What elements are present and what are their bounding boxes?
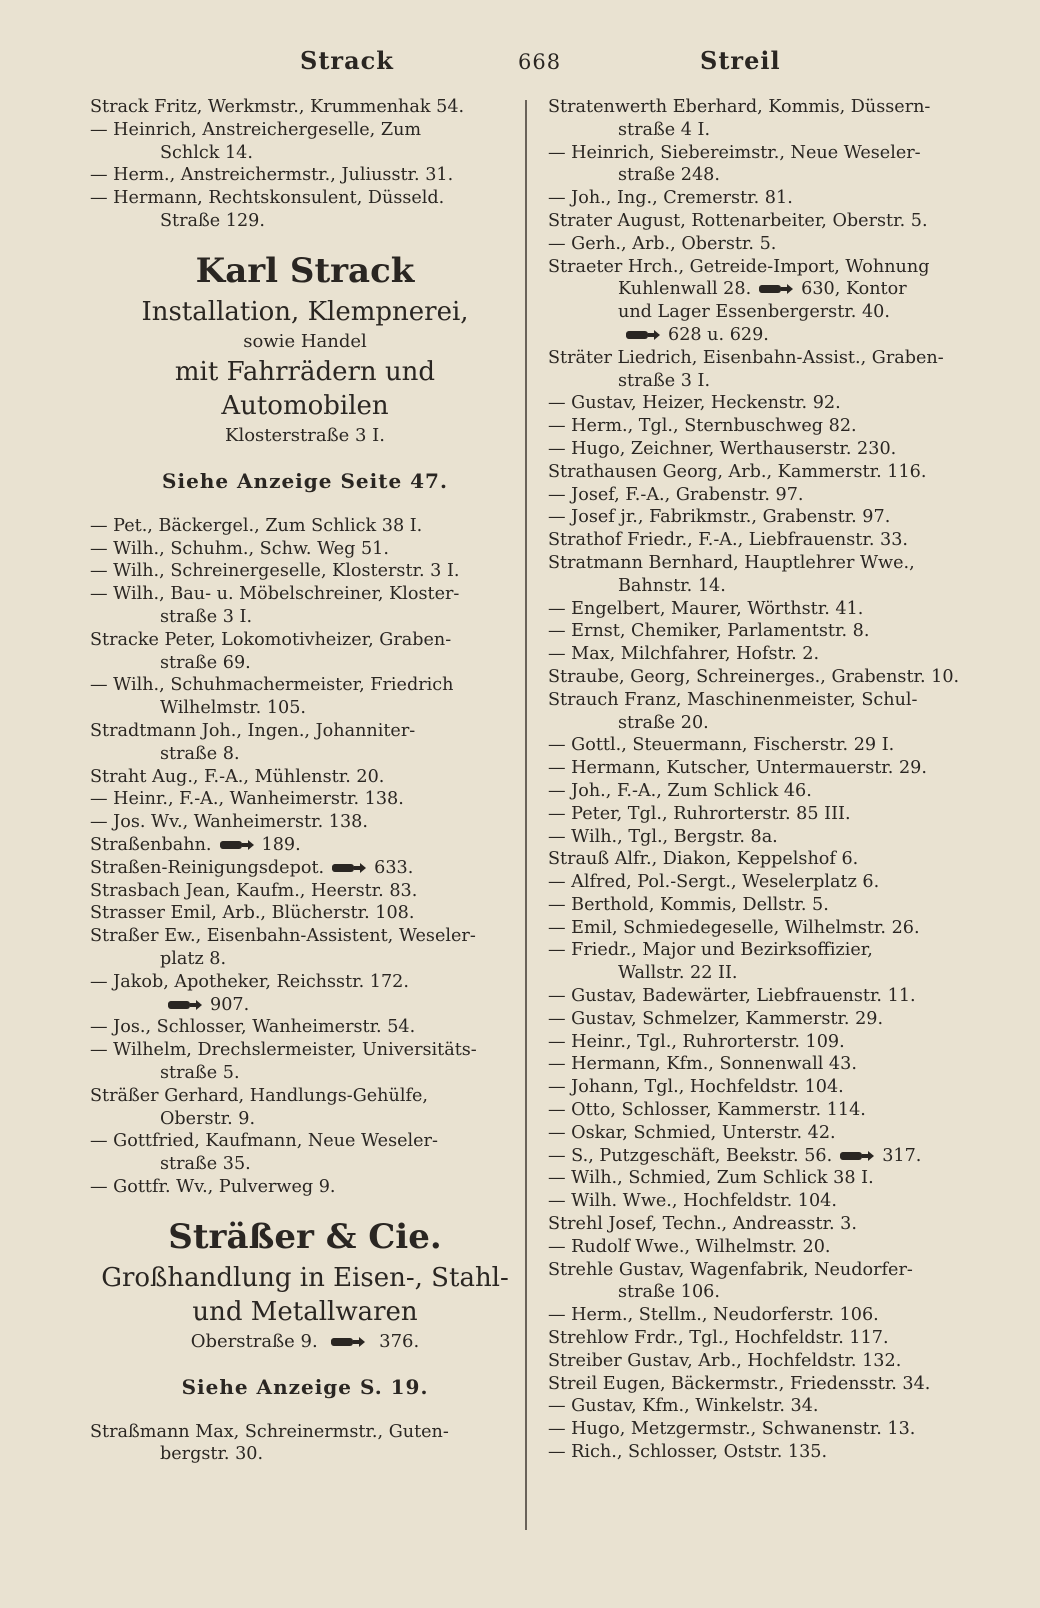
header-left-keyword: Strack [300,46,394,75]
entry-text: Wilhelmstr. 105. [160,698,307,719]
directory-entry [548,392,988,415]
entry-text: — Hermann, Kfm., Sonnenwall 43. [548,1054,857,1075]
directory-entry [548,734,988,757]
directory-entry [548,1190,988,1213]
directory-entry [548,1167,988,1190]
entry-continuation [90,142,520,165]
directory-entry [548,689,988,712]
directory-entry [90,1085,520,1108]
entry-text: — Josef, F.-A., Grabenstr. 97. [548,484,804,505]
entry-continuation [90,697,520,720]
entry-text: Oberstr. 9. [160,1108,256,1129]
phone-number: 628 u. 629. [668,324,769,345]
entry-text: — Wilh., Tgl., Bergstr. 8a. [548,826,778,847]
directory-entry [548,1304,988,1327]
directory-entry [548,780,988,803]
directory-entry [90,1016,520,1039]
ad-line: und Metallwaren [192,1296,418,1327]
ad-address: Oberstraße 9. [190,1330,318,1352]
directory-entry [548,1031,988,1054]
entry-text: — Berthold, Kommis, Dellstr. 5. [548,894,829,915]
advertisement-straesser-cie [90,1213,520,1403]
entry-continuation [548,301,988,324]
directory-entry [548,1350,988,1373]
entry-text: Straßenbahn. [90,834,212,855]
telephone-icon [838,1149,876,1163]
entry-continuation [90,1108,520,1131]
directory-entry [548,917,988,940]
entry-text: — Hermann, Rechtskonsulent, Düsseld. [90,188,445,209]
entry-text: straße 248. [618,165,720,186]
entry-text: — Heinrich, Anstreichergeselle, Zum [90,119,422,140]
entry-text: Strater August, Rottenarbeiter, Oberstr. 5. [548,210,928,231]
directory-entry [548,1395,988,1418]
directory-entry [548,1008,988,1031]
entry-text: — Otto, Schlosser, Kammerstr. 114. [548,1100,866,1121]
entry-text: — Gustav, Schmelzer, Kammerstr. 29. [548,1008,884,1029]
directory-entry [548,757,988,780]
ad-title: Sträßer & Cie. [168,1216,442,1257]
entry-text: Straeter Hrch., Getreide-Import, Wohnung [548,256,930,277]
directory-entry [90,187,520,210]
entry-text: Strasbach Jean, Kaufm., Heerstr. 83. [90,880,418,901]
entry-text: — Heinrich, Siebereimstr., Neue Weseler- [548,142,921,163]
entry-text: — Herm., Tgl., Sternbuschweg 82. [548,416,857,437]
directory-entry [548,1099,988,1122]
ad-reference: Siehe Anzeige S. 19. [181,1374,429,1399]
entry-text: straße 106. [618,1282,720,1303]
directory-entry [90,674,520,697]
directory-entry [548,256,988,279]
ad-title: Karl Strack [195,250,415,291]
entry-text: — Gottfried, Kaufmann, Neue Weseler- [90,1131,438,1152]
entry-text: straße 8. [160,743,240,764]
telephone-icon [330,861,368,875]
entry-text: — Wilh., Bau- u. Möbelschreiner, Kloster- [90,584,460,605]
directory-entry [548,529,988,552]
entry-continuation [548,324,988,347]
directory-entry [548,894,988,917]
directory-entry [90,766,520,789]
directory-entry [548,1259,988,1282]
entry-text: — Heinr., Tgl., Ruhrorterstr. 109. [548,1031,845,1052]
entry-text: — Alfred, Pol.-Sergt., Weselerplatz 6. [548,872,880,893]
directory-entry [548,347,988,370]
directory-entry [90,788,520,811]
phone-number: 376. [379,1330,420,1352]
entry-text: — Friedr., Major und Bezirksoffizier, [548,940,873,961]
entry-text: — Joh., F.-A., Zum Schlick 46. [548,780,812,801]
directory-entry [548,210,988,233]
directory-entry [90,811,520,834]
directory-entry [90,902,520,925]
directory-entry [548,643,988,666]
entry-continuation [90,1443,520,1466]
entry-continuation [548,278,988,301]
entry-continuation [90,743,520,766]
entry-continuation [548,1281,988,1304]
entry-text: — Gustav, Badewärter, Liebfrauenstr. 11. [548,986,916,1007]
directory-entry [548,848,988,871]
phone-number: 633. [374,857,414,878]
directory-entry [90,925,520,948]
directory-entry [90,971,520,994]
entry-text: Strauß Alfr., Diakon, Keppelshof 6. [548,849,859,870]
entry-text: — Rich., Schlosser, Oststr. 135. [548,1442,828,1463]
telephone-icon [624,328,662,342]
directory-entry [548,552,988,575]
entry-text: und Lager Essenbergerstr. 40. [618,302,890,323]
entry-continuation [90,210,520,233]
entry-text: Strathof Friedr., F.-A., Liebfrauenstr. 33. [548,530,908,551]
entry-text: — Peter, Tgl., Ruhrorterstr. 85 III. [548,803,851,824]
entry-text: Straßer Ew., Eisenbahn-Assistent, Weseler- [90,926,476,947]
directory-entry [548,461,988,484]
ad-reference: Siehe Anzeige Seite 47. [162,468,448,493]
entry-continuation [90,1062,520,1085]
entry-text: — Wilh., Schreinergeselle, Klosterstr. 3 I. [90,561,460,582]
entry-text: Stratmann Bernhard, Hauptlehrer Wwe., [548,552,915,573]
entry-text: — Josef jr., Fabrikmstr., Grabenstr. 97. [548,507,891,528]
entry-text: — Joh., Ing., Cremerstr. 81. [548,188,793,209]
entry-text: Straße 129. [160,210,265,231]
entry-continuation [90,948,520,971]
directory-entry [548,96,988,119]
entry-text: — Wilh., Schmied, Zum Schlick 38 I. [548,1168,874,1189]
directory-entry [548,803,988,826]
entry-continuation [90,1153,520,1176]
ad-line: Großhandlung in Eisen-, Stahl- [101,1262,509,1293]
entry-text: Straßen-Reinigungsdepot. [90,857,325,878]
phone-number: 630, Kontor [801,279,907,300]
entry-continuation [548,164,988,187]
ad-line: sowie Handel [243,330,367,352]
entry-continuation [548,962,988,985]
directory-entry [90,560,520,583]
directory-entry [548,1418,988,1441]
directory-entry [548,1145,988,1168]
entry-text: — Herm., Anstreichermstr., Juliusstr. 31. [90,165,454,186]
entry-text: — Gerh., Arb., Oberstr. 5. [548,233,777,254]
left-column [90,96,520,1466]
entry-text: Bahnstr. 14. [618,575,726,596]
directory-entry [90,834,520,857]
entry-text: Stradtmann Joh., Ingen., Johanniter- [90,720,416,741]
entry-text: — Oskar, Schmied, Unterstr. 42. [548,1122,836,1143]
ad-line: Klosterstraße 3 I. [225,424,385,446]
directory-entry [548,187,988,210]
entry-text: Strathausen Georg, Arb., Kammerstr. 116. [548,461,927,482]
directory-entry [548,142,988,165]
entry-text: — Wilh. Wwe., Hochfeldstr. 104. [548,1191,837,1212]
telephone-icon [757,282,795,296]
phone-number: 907. [210,994,250,1015]
entry-text: — Max, Milchfahrer, Hofstr. 2. [548,644,820,665]
entry-text: — S., Putzgeschäft, Beekstr. 56. [548,1145,833,1166]
entry-text: Strack Fritz, Werkmstr., Krummenhak 54. [90,97,465,117]
entry-continuation [90,652,520,675]
entry-text: Streiber Gustav, Arb., Hochfeldstr. 132. [548,1350,902,1371]
directory-entry [548,1122,988,1145]
directory-entry [90,720,520,743]
directory-entry [90,1421,520,1444]
directory-entry [548,1327,988,1350]
entry-text: platz 8. [160,948,227,969]
entry-text: straße 69. [160,652,251,673]
directory-entry [548,666,988,689]
entry-continuation [548,370,988,393]
ad-line [90,1329,520,1355]
entry-text: Strehlow Frdr., Tgl., Hochfeldstr. 117. [548,1328,889,1349]
entry-text: — Pet., Bäckergel., Zum Schlick 38 I. [90,515,423,536]
entry-continuation [548,119,988,142]
entry-text: Strehl Josef, Techn., Andreasstr. 3. [548,1214,857,1235]
entry-text: straße 3 I. [618,370,711,391]
ad-line: mit Fahrrädern und Automobilen [174,356,436,421]
entry-text: Straßmann Max, Schreinermstr., Guten- [90,1421,449,1442]
directory-entry [90,880,520,903]
entry-continuation [90,606,520,629]
phone-number: 189. [261,834,301,855]
entry-text: — Hugo, Metzgermstr., Schwanenstr. 13. [548,1419,916,1440]
entry-text: Stratenwerth Eberhard, Kommis, Düssern- [548,97,931,117]
phone-number: 317. [882,1145,922,1166]
directory-entry [548,620,988,643]
page-number: 668 [518,50,562,74]
entry-text: — Engelbert, Maurer, Wörthstr. 41. [548,598,864,619]
entry-text: — Rudolf Wwe., Wilhelmstr. 20. [548,1236,831,1257]
entry-text: Schlck 14. [160,142,253,163]
entry-text: straße 3 I. [160,606,253,627]
directory-entry [548,506,988,529]
directory-entry [90,1176,520,1199]
directory-entry [548,1076,988,1099]
directory-entry [548,484,988,507]
entry-text: — Gottfr. Wv., Pulverweg 9. [90,1176,336,1197]
directory-entry [548,871,988,894]
header-right-keyword: Streil [700,46,781,75]
directory-entry [548,1236,988,1259]
entry-text: Strauch Franz, Maschinenmeister, Schul- [548,689,918,710]
directory-entry [90,119,520,142]
directory-entry [548,985,988,1008]
entry-text: bergstr. 30. [160,1444,264,1465]
directory-entry [90,629,520,652]
entry-text: — Jos., Schlosser, Wanheimerstr. 54. [90,1017,416,1038]
directory-entry [90,1039,520,1062]
directory-entry [548,415,988,438]
entry-text: — Hugo, Zeichner, Werthauserstr. 230. [548,438,897,459]
entry-text: Sträter Liedrich, Eisenbahn-Assist., Graben- [548,347,944,368]
entry-text: Strehle Gustav, Wagenfabrik, Neudorfer- [548,1259,913,1280]
column-divider [525,100,527,1530]
entry-text: — Gustav, Kfm., Winkelstr. 34. [548,1396,819,1417]
directory-entry [548,233,988,256]
entry-continuation [90,994,520,1017]
entry-text: — Jos. Wv., Wanheimerstr. 138. [90,812,368,833]
entry-text: — Johann, Tgl., Hochfeldstr. 104. [548,1077,844,1098]
directory-entry [90,164,520,187]
entry-text: Straht Aug., F.-A., Mühlenstr. 20. [90,766,385,787]
entry-text: — Gottl., Steuermann, Fischerstr. 29 I. [548,735,895,756]
directory-entry [90,583,520,606]
entry-text: Strasser Emil, Arb., Blücherstr. 108. [90,903,415,924]
entry-text: straße 20. [618,712,709,733]
entry-text: — Heinr., F.-A., Wanheimerstr. 138. [90,789,404,810]
directory-entry [548,598,988,621]
directory-entry [548,1053,988,1076]
entry-text: Wallstr. 22 II. [618,963,738,984]
telephone-icon [329,1335,367,1349]
entry-text: straße 35. [160,1154,251,1175]
entry-continuation [548,575,988,598]
entry-text: Streil Eugen, Bäckermstr., Friedensstr. 34. [548,1373,931,1394]
right-column [548,96,988,1464]
entry-continuation [548,712,988,735]
entry-text: — Wilhelm, Drechslermeister, Universitäts- [90,1040,477,1061]
directory-entry [548,939,988,962]
directory-entry [548,1213,988,1236]
entry-text: Kuhlenwall 28. [618,279,752,300]
entry-text: — Ernst, Chemiker, Parlamentstr. 8. [548,621,870,642]
entry-text: straße 5. [160,1062,240,1083]
directory-entry [90,96,520,119]
entry-text: Stracke Peter, Lokomotivheizer, Graben- [90,629,452,650]
entry-text: Sträßer Gerhard, Handlungs-Gehülfe, [90,1085,428,1106]
entry-text: — Gustav, Heizer, Heckenstr. 92. [548,393,841,414]
directory-entry [548,1441,988,1464]
directory-entry [90,538,520,561]
ad-line: Installation, Klempnerei, [141,296,469,327]
entry-text: straße 4 I. [618,119,711,140]
advertisement-karl-strack [90,247,520,497]
telephone-icon [218,838,256,852]
entry-text: Straube, Georg, Schreinerges., Grabenstr. 10. [548,666,960,687]
entry-text: — Wilh., Schuhm., Schw. Weg 51. [90,538,389,559]
directory-entry [90,515,520,538]
entry-text: — Emil, Schmiedegeselle, Wilhelmstr. 26. [548,917,920,938]
entry-text: — Jakob, Apotheker, Reichsstr. 172. [90,971,409,992]
directory-entry [548,826,988,849]
entry-text: — Hermann, Kutscher, Untermauerstr. 29. [548,758,927,779]
entry-text: — Wilh., Schuhmachermeister, Friedrich [90,675,454,696]
telephone-icon [166,998,204,1012]
directory-entry [548,1373,988,1396]
directory-entry [548,438,988,461]
directory-entry [90,857,520,880]
directory-entry [90,1130,520,1153]
entry-text: — Herm., Stellm., Neudorferstr. 106. [548,1305,879,1326]
